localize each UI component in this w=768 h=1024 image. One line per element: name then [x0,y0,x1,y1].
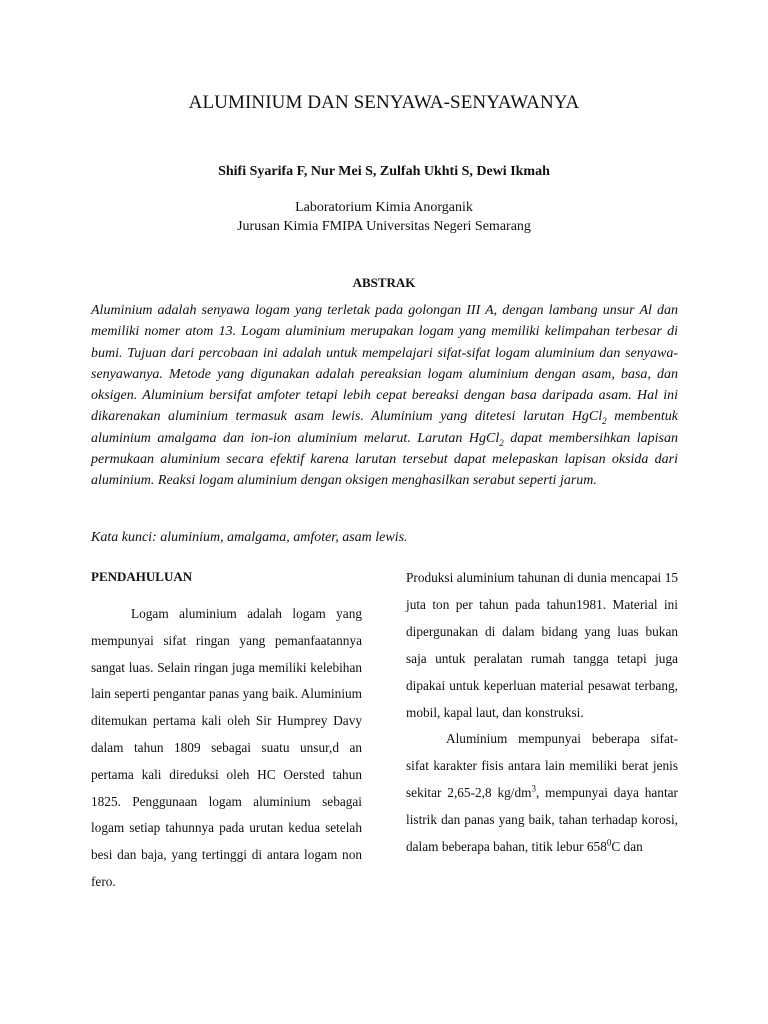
affiliation-department: Jurusan Kimia FMIPA Universitas Negeri Semarang [237,219,531,234]
intro-paragraph-right-2 [406,726,678,861]
subscript-2: 2 [602,416,607,427]
right-column [406,565,678,861]
abstract-heading: ABSTRAK [352,275,416,290]
superscript-degree: 0 [606,837,612,848]
author-list: Shifi Syarifa F, Nur Mei S, Zulfah Ukhti S, Dewi Ikmah [218,164,550,179]
abstract-text [91,300,678,492]
paragraph-text: Aluminium mempunyai beberapa sifat-sifat karakter fisis antara lain memiliki berat jenis sekitar 2,65-2,8 kg/dm [406,731,678,801]
superscript-3: 3 [531,783,536,794]
left-column [91,567,362,896]
paper-title: ALUMINIUM DAN SENYAWA-SENYAWANYA [188,92,580,113]
intro-paragraph-right-1: Produksi aluminium tahunan di dunia mencapai 15 juta ton per tahun pada tahun1981. Material ini dipergunakan di dalam bidang yang luas bukan saja untuk peralatan rumah tangga tetapi juga dipakai untuk keperluan material pesawat terbang, mobil, kapal laut, dan konstruksi. [406,570,678,720]
section-heading-introduction: PENDAHULUAN [91,569,193,584]
subscript-2: 2 [499,437,504,448]
abstract-text-part3: dapat membersihkan lapisan permukaan aluminium secara efektif karena larutan tersebut dapat melepaskan lapisan oksida dari aluminium. Reaksi logam aluminium dengan oksigen menghasilkan serabut seperti jarum. [91,430,678,489]
affiliation-lab: Laboratorium Kimia Anorganik [295,200,473,215]
intro-paragraph-left: Logam aluminium adalah logam yang mempunyai sifat ringan yang pemanfaatannya sangat luas. Selain ringan juga memiliki kelebihan lain seperti pengantar panas yang baik. Aluminium ditemukan pertama kali oleh Sir Humprey Davy dalam tahun 1809 sebagai suatu unsur,d an pertama kali direduksi oleh HC Oersted tahun 1825. Penggunaan logam aluminium sebagai logam setiap tahunnya pada urutan kedua setelah besi dan baja, yang tertinggi di antara logam non fero. [91,606,362,889]
abstract-text-part1: Aluminium adalah senyawa logam yang terletak pada golongan III A, dengan lambang unsur Al dan memiliki nomer atom 13. Logam aluminium merupakan logam yang memiliki kelimpahan terbesar di bumi. Tujuan dari percobaan ini adalah untuk mempelajari sifat-sifat logam aluminium dan senyawa-senyawanya. Metode yang digunakan adalah pereaksian logam aluminium dengan asam, basa, dan oksigen. Aluminium bersifat amfoter tetapi lebih cepat bereaksi dengan basa daripada asam. Hal ini dikarenakan aluminium termasuk asam lewis. Aluminium yang ditetesi larutan HgCl [91,303,678,425]
paragraph-text: C dan [611,839,643,855]
keywords: Kata kunci: aluminium, amalgama, amfoter, asam lewis. [91,530,408,545]
abstract-text-part2: membentuk aluminium amalgama dan ion-ion aluminium melarut. Larutan HgCl [91,409,678,446]
paragraph-text: , mempunyai daya hantar listrik dan panas yang baik, tahan terhadap korosi, dalam beberapa bahan, titik lebur 658 [406,785,678,855]
